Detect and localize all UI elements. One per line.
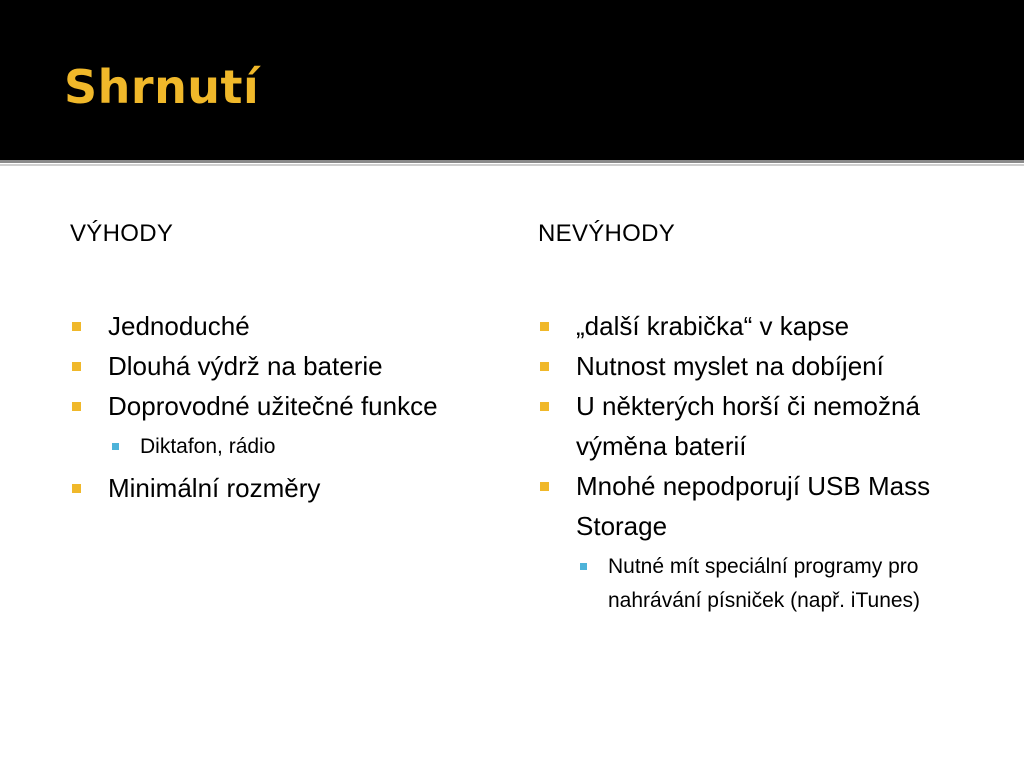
list-item-text: Dlouhá výdrž na baterie <box>108 351 383 381</box>
list-item <box>70 386 480 464</box>
advantages-column <box>70 214 480 508</box>
square-bullet-icon <box>540 362 549 371</box>
title-divider-shadow <box>0 164 1024 166</box>
list-item <box>538 386 978 466</box>
list-item-text: Minimální rozměry <box>108 473 321 503</box>
square-bullet-icon <box>72 402 81 411</box>
advantages-list <box>70 306 480 508</box>
square-bullet-icon <box>540 482 549 491</box>
square-bullet-icon <box>72 362 81 371</box>
sub-list-item <box>576 550 978 618</box>
square-bullet-icon <box>540 402 549 411</box>
list-item <box>70 468 480 508</box>
slide-title: Shrnutí <box>64 60 260 114</box>
sub-list-item-text: Diktafon, rádio <box>140 435 276 458</box>
list-item-text: Mnohé nepodporují USB Mass Storage <box>576 471 931 541</box>
small-square-bullet-icon <box>112 443 119 450</box>
list-item-text: Nutnost myslet na dobíjení <box>576 351 884 381</box>
sub-list-item <box>108 430 480 464</box>
list-item <box>538 306 978 346</box>
list-item-text: U některých horší či nemožná výměna baterií <box>576 391 920 461</box>
disadvantages-list <box>538 306 978 618</box>
list-item-text: „další krabička“ v kapse <box>576 311 850 341</box>
advantages-heading: VÝHODY <box>70 220 174 247</box>
list-item <box>70 346 480 386</box>
title-divider <box>0 160 1024 163</box>
small-square-bullet-icon <box>580 563 587 570</box>
list-item-text: Jednoduché <box>108 311 250 341</box>
list-item <box>70 306 480 346</box>
list-item-text: Doprovodné užitečné funkce <box>108 391 438 421</box>
disadvantages-heading: NEVÝHODY <box>538 220 676 247</box>
square-bullet-icon <box>72 484 81 493</box>
square-bullet-icon <box>540 322 549 331</box>
list-item <box>538 346 978 386</box>
sub-list <box>108 430 480 464</box>
square-bullet-icon <box>72 322 81 331</box>
list-item <box>538 466 978 618</box>
sub-list <box>576 550 978 618</box>
sub-list-item-text: Nutné mít speciální programy pro nahrávání písniček (např. iTunes) <box>608 555 921 612</box>
title-band <box>0 0 1024 160</box>
disadvantages-column <box>538 214 978 622</box>
